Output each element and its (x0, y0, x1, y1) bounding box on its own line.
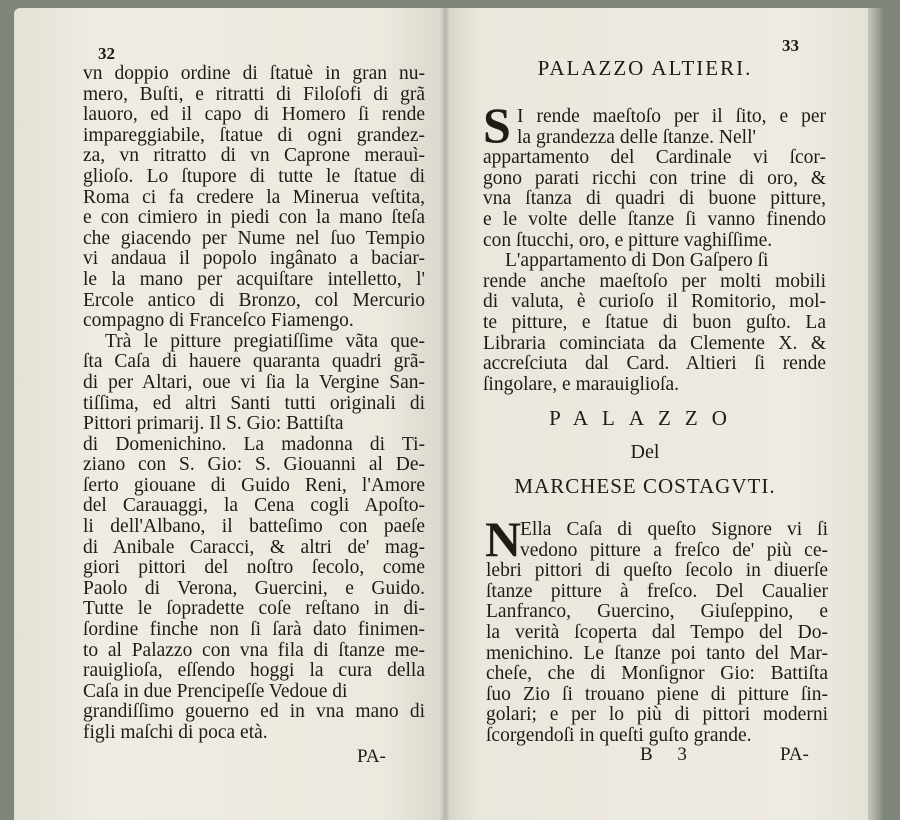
text-line: le la mano per acquiſtare intelletto, l' (83, 268, 425, 290)
section-title-altieri: PALAZZO ALTIERI. (537, 56, 753, 80)
text-line: ſerto giouane di Guido Reni, l'Amore (83, 474, 425, 496)
text-line: gono parati ricchi con trine di oro, & (483, 167, 826, 189)
text-line: ſta Caſa di hauere quaranta quadri grã- (83, 351, 425, 373)
text-line: za, vn ritratto di vn Caprone merauì- (83, 145, 425, 167)
text-line: Caſa in due Prencipeſſe Vedoue di (83, 680, 348, 702)
text-line: ſordine finche non ſi ſarà dato finimen- (83, 619, 425, 641)
text-line: ſuo Zio ſi trouano piene di pitture ſin- (486, 683, 828, 705)
text-line: lauoro, ed il capo di Homero ſi rende (83, 104, 425, 126)
text-line: lebri pittori di queſto ſecolo in diuerſe (486, 560, 828, 582)
page-number-left: 32 (98, 44, 115, 63)
text-line: Lanfranco, Guercino, Giuſeppino, e (486, 601, 828, 623)
text-line: rauiglioſa, eſſendo hoggi la cura della (83, 660, 425, 682)
text-line: di per Altari, oue vi ſia la Vergine San- (83, 371, 425, 393)
text-line: ſcorgendoſi in queſti guſto grande. (486, 724, 752, 746)
text-line: Trà le pitture pregiatiſſime vãta que- (105, 330, 425, 352)
text-line: vedono pitture a freſco de' più ce- (520, 539, 828, 561)
text-line: la grandezza delle ſtanze. Nell' (517, 126, 756, 148)
text-line: con ſtucchi, oro, e pitture vaghiſſime. (483, 229, 773, 251)
text-line: ſingolare, e marauiglioſa. (483, 373, 680, 395)
text-line: giori pittori del noſtro ſecolo, come (83, 557, 425, 579)
page-number-right: 33 (782, 36, 799, 55)
text-line: figli maſchi di poca età. (83, 722, 268, 743)
text-line: L'appartamento di Don Gaſpero ſi (505, 250, 769, 272)
text-line: Ercole antico di Bronzo, col Mercurio (83, 289, 425, 311)
text-line: tiſſima, ed altri Santi tutti originali di (83, 392, 425, 414)
text-line: che giacendo per Nume nel ſuo Tempio (83, 227, 425, 249)
text-line: cheſe, che di Monſignor Gio: Battiſta (486, 663, 828, 685)
text-line: Libraria cominciata da Clemente X. & (483, 332, 826, 354)
text-line: mero, Buſti, e ritratti di Filoſofi di grã (83, 83, 425, 105)
text-line: del Carauaggi, la Cena cogli Apoſto- (83, 495, 425, 517)
text-line: I rende maeſtoſo per il ſito, e per (517, 106, 826, 127)
text-line: ziano con S. Gio: S. Giouanni al De- (83, 454, 425, 476)
text-line: appartamento del Cardinale vi ſcor- (483, 147, 826, 169)
text-line: accreſciuta dal Card. Altieri ſi rende (483, 353, 826, 375)
text-line: to al Palazzo con vna fila di ſtanze me- (83, 639, 425, 661)
text-line: e le volte delle ſtanze ſi vanno finendo (483, 208, 826, 230)
signature-mark: B 3 (640, 744, 697, 765)
catchword-right: PA- (780, 744, 809, 765)
text-line: vna ſtanza di quadri di buone pitture, (483, 188, 826, 210)
text-line: rende anche maeſtoſo per molti mobili (483, 270, 826, 292)
costaguti-text (485, 511, 828, 747)
text-line: li dell'Albano, il batteſimo con paeſe (83, 516, 425, 538)
text-line: Ella Caſa di queſto Signore vi ſi (520, 519, 828, 540)
text-line: ſtanze pitture à freſco. Del Caualier (486, 580, 828, 602)
drop-cap-n: N (485, 511, 522, 567)
text-line: di Anibale Caracci, & altri de' mag- (83, 536, 425, 558)
section-title-palazzo: PALAZZO (549, 406, 741, 430)
section-title-costaguti: MARCHESE COSTAGVTI. (514, 474, 776, 498)
text-line: compagno di Franceſco Fiamengo. (83, 310, 354, 332)
text-line: glioſo. Lo ſtupore di tutte le ſtatue di (83, 165, 425, 187)
text-line: la verità ſcoperta dal Tempo del Do- (486, 621, 828, 643)
text-line: grandiſſimo gouerno ed in vna mano di (83, 701, 425, 723)
text-line: e con cimiero in piedi con la mano ſteſa (83, 207, 425, 229)
text-line: Paolo di Verona, Guercini, e Guido. (83, 577, 425, 599)
text-line: menichino. Le ſtanze poi tanto del Mar- (486, 642, 828, 664)
drop-cap-s: S (483, 97, 511, 153)
text-line: golari; e per lo più di pittori moderni (486, 704, 828, 726)
text-line: vi andaua il popolo ingânato a baciar- (83, 248, 425, 270)
book-spine (440, 8, 450, 820)
catchword-left: PA- (357, 746, 386, 767)
altieri-text (483, 107, 826, 395)
text-line: Pittori primarij. Il S. Gio: Battiſta (83, 413, 344, 435)
text-line: Roma ci fa credere la Minerua veſtita, (83, 186, 425, 208)
page-edge (868, 8, 884, 820)
section-title-del: Del (630, 441, 660, 463)
left-page-text (83, 64, 425, 744)
text-line: di Domenichino. La madonna di Ti- (83, 433, 425, 455)
text-line: te pitture, e ſtatue di buon guſto. La (483, 311, 826, 333)
text-line: impareggiabile, ſtatue di ogni grandez- (83, 124, 425, 146)
text-line: Tutte le ſopradette coſe reſtano in di- (83, 598, 425, 620)
text-line: di valuta, è curioſo il Romitorio, mol- (483, 291, 826, 313)
text-line: vn doppio ordine di ſtatuè in gran nu- (83, 63, 425, 84)
